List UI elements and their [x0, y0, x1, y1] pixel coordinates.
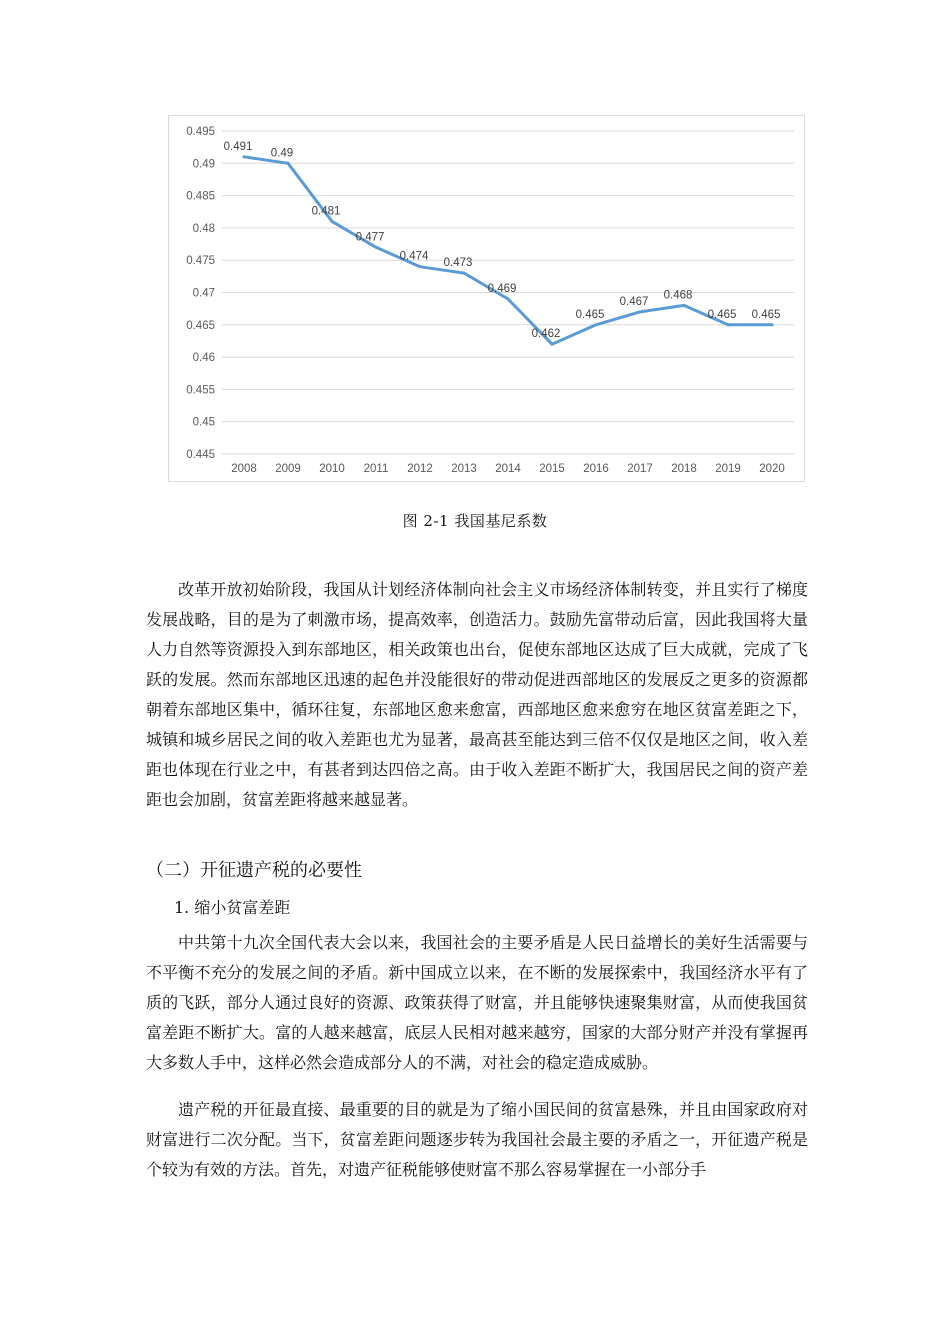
data-label: 0.467 [619, 295, 649, 308]
data-label: 0.491 [223, 140, 253, 153]
y-tick-label: 0.48 [192, 222, 215, 235]
data-point [243, 155, 246, 158]
x-tick-label: 2016 [583, 463, 609, 475]
data-label: 0.473 [443, 257, 473, 270]
x-tick-label: 2009 [275, 463, 301, 475]
y-tick-label: 0.46 [192, 352, 215, 365]
y-tick-label: 0.495 [186, 126, 215, 138]
y-tick-label: 0.445 [186, 449, 215, 461]
data-label: 0.49 [270, 147, 294, 160]
data-point [683, 304, 686, 307]
x-tick-label: 2015 [539, 463, 565, 475]
y-tick-label: 0.47 [192, 287, 215, 300]
data-label: 0.477 [355, 231, 385, 244]
data-point [771, 323, 774, 326]
data-label: 0.465 [575, 308, 605, 321]
subsection-heading: 1. 缩小贫富差距 [174, 898, 291, 917]
y-tick-label: 0.45 [192, 416, 215, 429]
x-tick-label: 2018 [671, 463, 697, 475]
data-point [595, 323, 598, 326]
data-label: 0.465 [707, 308, 737, 321]
gini-line-chart [168, 115, 805, 482]
body-paragraph-3: 遗产税的开征最直接、最重要的目的就是为了缩小国民间的贫富悬殊，并且由国家政府对财富进行二次分配。当下，贫富差距问题逐步转为我国社会最主要的矛盾之一，开征遗产税是个较为有效的方法。首先，对遗产征税能够使财富不那么容易掌握在一小部分手 [146, 1100, 808, 1179]
y-tick-label: 0.485 [186, 190, 215, 203]
data-label: 0.465 [751, 308, 781, 321]
x-tick-label: 2008 [231, 463, 257, 475]
x-tick-label: 2020 [759, 463, 785, 475]
data-point [375, 246, 378, 249]
y-tick-label: 0.455 [186, 384, 215, 397]
x-tick-label: 2017 [627, 463, 653, 475]
data-point [551, 343, 554, 346]
x-tick-label: 2013 [451, 463, 477, 475]
data-point [287, 162, 290, 165]
y-tick-label: 0.475 [186, 255, 215, 268]
data-label: 0.481 [311, 205, 341, 218]
data-point [727, 323, 730, 326]
y-tick-label: 0.465 [186, 319, 215, 332]
data-label: 0.462 [531, 328, 561, 341]
data-point [507, 297, 510, 300]
x-tick-label: 2010 [319, 463, 345, 475]
data-label: 0.474 [399, 250, 429, 263]
body-paragraph-2: 中共第十九次全国代表大会以来，我国社会的主要矛盾是人民日益增长的美好生活需要与不平衡不充分的发展之间的矛盾。新中国成立以来，在不断的发展探索中，我国经济水平有了质的飞跃，部分人通过良好的资源、政策获得了财富，并且能够快速聚集财富，从而使我国贫富差距不断扩大。富的人越来越富，底层人民相对越来越穷，国家的大部分财产并没有掌握再大多数人手中，这样必然会造成部分人的不满，对社会的稳定造成威胁。 [146, 933, 808, 1072]
data-point [331, 220, 334, 223]
data-label: 0.468 [663, 289, 693, 302]
body-paragraph-1: 改革开放初始阶段，我国从计划经济体制向社会主义市场经济体制转变，并且实行了梯度发展战略，目的是为了刺激市场，提高效率，创造活力。鼓励先富带动后富，因此我国将大量人力自然等资源投入到东部地区，相关政策也出台，促使东部地区达成了巨大成就，完成了飞跃的发展。然而东部地区迅速的起色并没能很好的带动促进西部地区的发展反之更多的资源都朝着东部地区集中，循环往复，东部地区愈来愈富，西部地区愈来愈穷在地区贫富差距之下，城镇和城乡居民之间的收入差距也尤为显著，最高甚至能达到三倍不仅仅是地区之间，收入差距也体现在行业之中，有甚者到达四倍之高。由于收入差距不断扩大，我国居民之间的资产差距也会加剧，贫富差距将越来越显著。 [146, 580, 808, 809]
data-point [419, 265, 422, 268]
x-tick-label: 2011 [363, 463, 389, 475]
x-tick-label: 2012 [407, 463, 433, 475]
chart-svg [169, 116, 806, 483]
data-point [463, 272, 466, 275]
x-tick-label: 2014 [495, 463, 521, 475]
data-point [639, 310, 642, 313]
data-label: 0.469 [487, 282, 517, 295]
section-heading: （二）开征遗产税的必要性 [146, 860, 362, 881]
series-line [244, 157, 772, 344]
y-tick-label: 0.49 [192, 158, 215, 171]
figure-caption: 图 2-1 我国基尼系数 [402, 512, 548, 530]
x-tick-label: 2019 [715, 463, 741, 475]
